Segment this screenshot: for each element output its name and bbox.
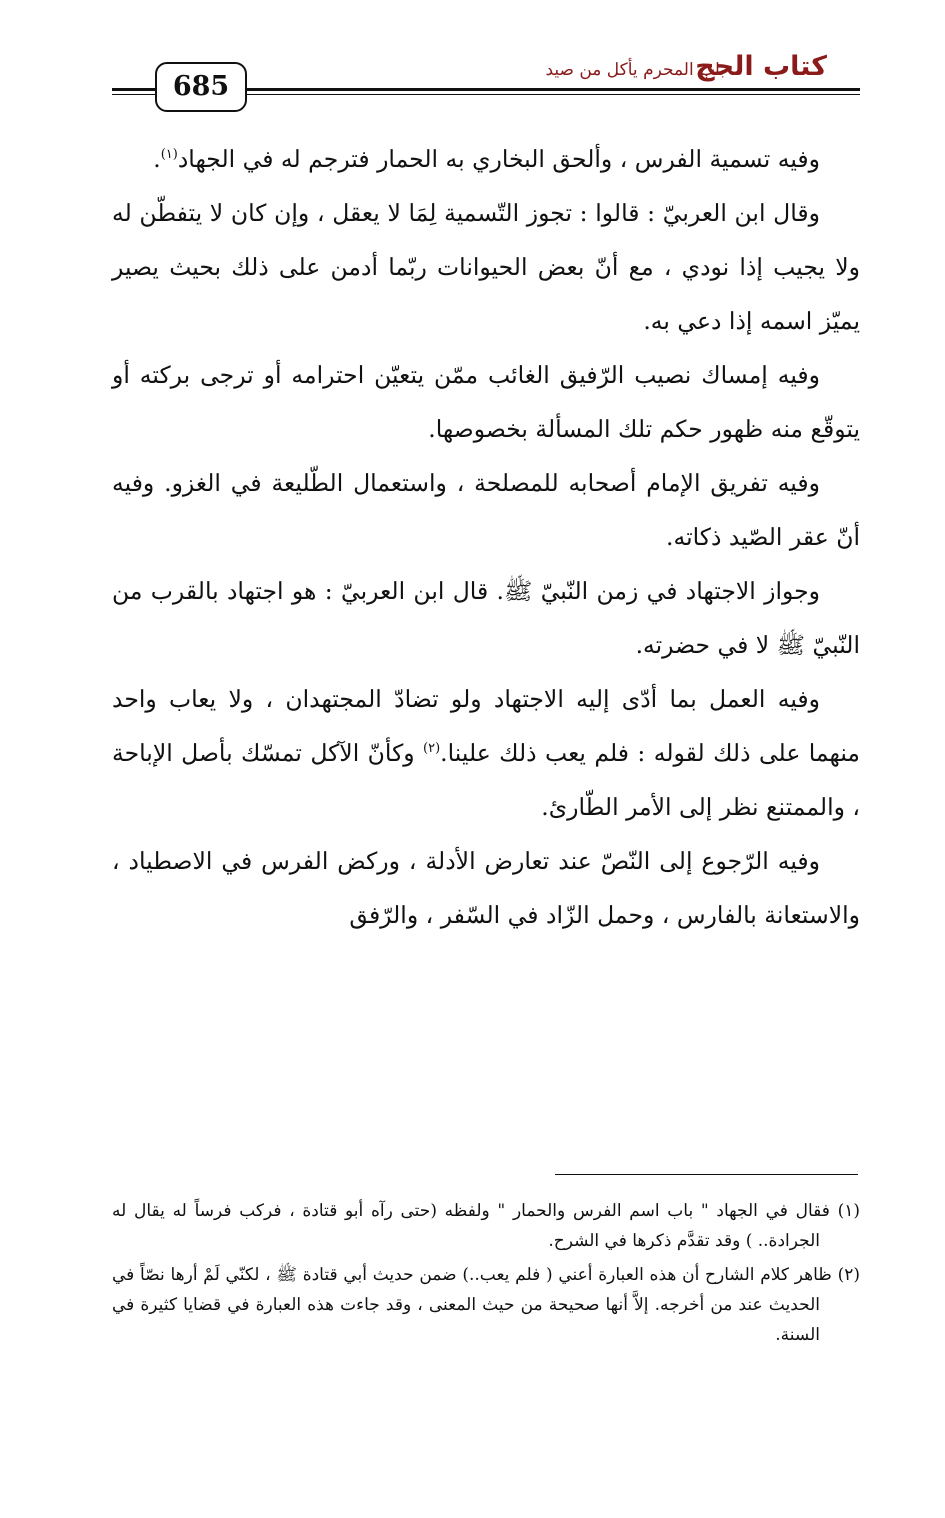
paragraph: وفيه تفريق الإمام أصحابه للمصلحة ، واستعمال الطّليعة في الغزو. وفيه أنّ عقر الصّيد ذكاته. [112,469,860,551]
footnote-marker: (٢) [837,1265,861,1285]
footnotes [112,1196,860,1354]
footnote-separator [555,1174,858,1175]
footnote-ref[interactable]: (٢) [423,741,441,757]
main-text [112,132,860,942]
footnote: (١) فقال في الجهاد " باب اسم الفرس والحمار " ولفظه (حتى رآه أبو قتادة ، فركب فرساً له يقال له الجرادة.. ) وقد تقدَّم ذكرها في الشرح. [112,1201,860,1251]
page-number: 685 [155,62,247,112]
paragraph: وقال ابن العربيّ : قالوا : تجوز التّسمية لِمَا لا يعقل ، وإن كان لا يتفطّن له ولا يجيب إذا نودي ، مع أنّ بعض الحيوانات ربّما أدمن على ذلك بحيث يصير يميّز اسمه إذا دعي به. [112,199,860,335]
paragraph: وفيه الرّجوع إلى النّصّ عند تعارض الأدلة ، وركض الفرس في الاصطياد ، والاستعانة بالفارس ، وحمل الزّاد في السّفر ، والرّفق [112,847,860,929]
paragraph: وجواز الاجتهاد في زمن النّبيّ ﷺ. قال ابن العربيّ : هو اجتهاد بالقرب من النّبيّ ﷺ لا في حضرته. [112,577,860,659]
paragraph: وفيه إمساك نصيب الرّفيق الغائب ممّن يتعيّن احترامه أو ترجى بركته أو يتوقّع منه ظهور حكم تلك المسألة بخصوصها. [112,361,860,443]
paragraph: وفيه العمل بما أدّى إليه الاجتهاد ولو تضادّ المجتهدان ، ولا يعاب واحد منهما على ذلك لقوله : فلم يعب ذلك علينا.$^{(٢)}$ وكأنّ الآكل تمسّك بأصل الإباحة ، والممتنع نظر إلى الأمر الطّارئ. [112,685,860,821]
footnote: (٢) ظاهر كلام الشارح أن هذه العبارة أعني ( فلم يعب..) ضمن حديث أبي قتادة ﷺ ، لكنّي لَمْ أرها نصّاً في الحديث عند من أخرجه. إلاَّ أنها صحيحة من حيث المعنى ، وقد جاءت هذه العبارة في قضايا كثيرة في السنة. [112,1265,861,1345]
footnote-marker: (١) [837,1201,860,1221]
book-title: كتاب الحج [695,51,827,82]
chapter-title: باب المحرم يأكل من صيد [545,60,725,80]
page-header [0,0,945,130]
paragraph: وفيه تسمية الفرس ، وألحق البخاري به الحمار فترجم له في الجهاد$^{(١)}$. [153,145,820,173]
footnote-ref[interactable]: (١) [160,147,178,163]
